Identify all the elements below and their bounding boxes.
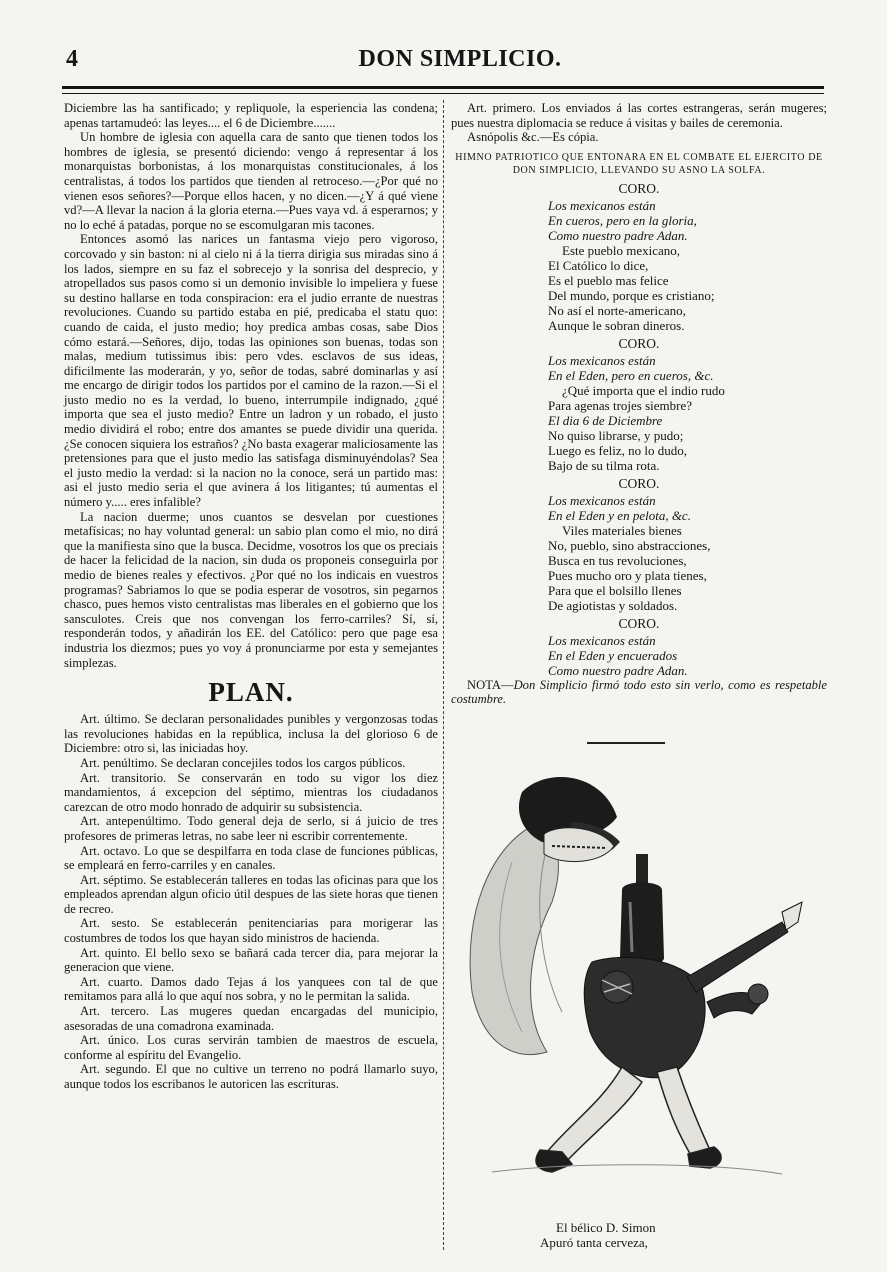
article-label: Art. tercero. (80, 1004, 150, 1019)
verse-line: En el Eden y en pelota, &c. (548, 507, 691, 523)
article (64, 771, 438, 815)
article (64, 1062, 438, 1091)
header-rule-thin (62, 93, 824, 94)
verse-line: Pues mucho oro y plata tienes, (548, 567, 707, 583)
verse-line: Los mexicanos están (548, 492, 656, 508)
verse-line: Bajo de su tilma rota. (548, 457, 660, 473)
verse-line: Para agenas trojes siembre? (548, 397, 693, 413)
header-rule-thick (62, 86, 824, 89)
caption-line: El bélico D. Simon (556, 1220, 656, 1235)
article-text: Se establecerán talleres en todas las oficinas para que los empleados aprendan algun oficio útil despues de las siete horas que tienen de recreo. (64, 872, 438, 916)
article (64, 814, 438, 843)
article-label: Art. último. (80, 712, 141, 727)
article-text: Se conservarán en todo su vigor los diez mandamientos, á excepcion del séptimo, mientras los ciudadanos carezcan de otro modo honrado de adquirir su subsistencia. (64, 770, 439, 814)
verse-line: El dia 6 de Diciembre (548, 412, 663, 428)
article-label: Art. octavo. (80, 843, 141, 858)
verse-line: Los mexicanos están (548, 632, 656, 648)
article (64, 1004, 438, 1033)
legs (536, 1067, 721, 1172)
stanza (548, 243, 827, 333)
verse-line: No así el norte-americano, (548, 302, 686, 318)
verse-line: Como nuestro padre Adan. (548, 662, 688, 678)
asnopolis-line: Asnópolis &c.—Es cópia. (467, 130, 599, 145)
verse-line: No quiso librarse, y pudo; (548, 427, 684, 443)
article (64, 873, 438, 917)
article (64, 946, 438, 975)
paragraph: Diciembre las ha santificado; y repliquole, la esperiencia las condena; apenas tartamudeó: las leyes.... el 6 de Diciembre....... (64, 101, 438, 130)
body-uniform (584, 957, 705, 1077)
article (64, 916, 438, 945)
article-text: El bello sexo se bañará cada tercer dia, para mejorar la generacion que viene. (64, 945, 438, 975)
coro-verse (548, 493, 827, 523)
article-label: Art. quinto. (80, 945, 141, 960)
caricature-illustration (452, 762, 812, 1202)
paragraph: Un hombre de iglesia con aquella cara de santo que tienen todos los hombres de iglesia, se presentó diciendo: vengo á representar á los monarquistas borbonistas, á los monarquistas constitucionales, á los centralistas, á todos los partidos que tienden al retroceso.—¿Por qué no vienen esos señores?—Porque ellos hacen, y no dicen.—¿Y á qué viene vd?—A llevar la nacion á la gloria eterna.—Pues vaya vd. á esperarnos; y no lo eché á patadas, porque no se escomulgaran mis tacones. (64, 130, 438, 232)
stanza (548, 523, 827, 613)
raised-arm (687, 902, 802, 992)
verse-line: Este pueblo mexicano, (562, 242, 681, 258)
illustration-caption (540, 1220, 740, 1250)
article-text: Las mugeres quedan encargadas del municipio, asesoradas de una comadrona examinada. (64, 1004, 438, 1033)
verse-line: En cueros, pero en la gloria, (548, 212, 697, 228)
article-label: Art. cuarto. (80, 974, 143, 989)
article-text: Los enviados á las cortes estrangeras, serán mugeres; pues nuestra diplomacia se reduce á visitas y bailes de ceremonia. (451, 101, 827, 130)
article-label: Art. segundo. (80, 1062, 151, 1077)
nota (451, 678, 827, 707)
verse-line: En el Eden, pero en cueros, &c. (548, 367, 714, 383)
article-label: Art. séptimo. (80, 872, 147, 887)
plan-title: PLAN. (208, 677, 294, 708)
article (64, 1033, 438, 1062)
article-label: Art. único. (80, 1033, 140, 1048)
article-label: Art. antepenúltimo. (80, 814, 182, 829)
masthead-title: DON SIMPLICIO. (358, 46, 562, 72)
nota-text: Don Simplicio firmó todo esto sin verlo, como es respetable costumbre. (451, 677, 827, 707)
coro-verse (548, 198, 827, 243)
section-rule (587, 742, 665, 744)
article-text: Lo que se despilfarra en toda clase de funciones públicas, se empleará en ferro-carriles y en canales. (64, 843, 439, 873)
article-text: Damos dado Tejas á los yanquees con tal de que remitamos para allá lo que aquí nos sobra, y no le permitan la salida. (64, 974, 438, 1004)
verse-line: Como nuestro padre Adan. (548, 227, 688, 243)
coro-label: CORO. (618, 180, 660, 196)
article-label: Art. sesto. (80, 916, 140, 931)
verse-line: No, pueblo, sino abstracciones, (548, 537, 711, 553)
verse-line: Aunque le sobran dineros. (548, 317, 685, 333)
coro-label: CORO. (618, 335, 660, 351)
coro-verse (548, 353, 827, 383)
article (451, 101, 827, 130)
verse-line: Busca en tus revoluciones, (548, 552, 687, 568)
article-text: El que no cultive un terreno no podrá llamarlo suyo, aunque todos los escribanos le autoricen las escrituras. (64, 1062, 438, 1091)
verse-line: En el Eden y encuerados (548, 647, 678, 663)
left-column (64, 101, 438, 1092)
article-text: Se establecerán penitenciarias para morigerar las costumbres de todos los que hayan sido ministros de hacienda. (64, 916, 438, 946)
verse-line: Los mexicanos están (548, 197, 656, 213)
nota-label: NOTA— (467, 677, 514, 692)
article (64, 844, 438, 873)
verse-line: Del mundo, porque es cristiano; (548, 287, 715, 303)
bottle (620, 854, 664, 966)
verse-line: Los mexicanos están (548, 352, 656, 368)
verse-line: El Católico lo dice, (548, 257, 649, 273)
article-text: Todo general deja de serlo, si á juicio de tres profesores de primeras letras, no sabe leer ni escribir correntemente. (64, 814, 439, 843)
coro-label: CORO. (618, 615, 660, 631)
article-text: Se declaran personalidades punibles y vergonzosas todas las revoluciones habidas en la república, inclusa la del glorioso 6 de Diciembre: otro si, las iniciadas hoy. (64, 712, 439, 756)
column-divider (443, 100, 444, 1250)
article (64, 756, 438, 771)
verse-line: Luego es feliz, no lo dudo, (548, 442, 687, 458)
coro-verse (548, 633, 827, 678)
article-text: Los curas servirán tambien de maestros de escuela, conforme al espíritu del Evangelio. (64, 1033, 439, 1062)
sword-arm (707, 984, 768, 1018)
paragraph: La nacion duerme; unos cuantos se desvelan por cuestiones metafísicas; no hay voluntad general: un sabio plan como el mio, no dirá que la manifiesta sino que la busca. Decidme, vosotros los que os preciais de hacer la felicidad de la nacion, sin duda os proponeis conseguirla por medio de bienes reales y efectivos. ¿Por qué no los indicais en vuestros programas? Sabriamos lo que se podia esperar de vosotros, sin pegarnos chasco, pues hemos visto centralistas mas liberales en el gobierno que los sansculotes. Creis que nos convengan los ferro-carriles? Sí, sí, responderán todos, y añadirán los EE. del Católico: pero que page esa industria los diezmos; pues yo voy á pronunciarme por esta y semejantes simplezas. (64, 509, 438, 670)
article-label: Art. transitorio. (80, 770, 167, 785)
article-text: Se declaran concejiles todos los cargos públicos. (160, 755, 406, 770)
article-label: Art. penúltimo. (80, 755, 158, 770)
verse-line: Es el pueblo mas felice (548, 272, 669, 288)
right-column (451, 101, 827, 707)
verse-line: Para que el bolsillo llenes (548, 582, 682, 598)
stanza (548, 383, 827, 473)
verse-line: Viles materiales bienes (562, 522, 682, 538)
ground-shadow (492, 1165, 782, 1174)
verse-line: De agiotistas y soldados. (548, 597, 678, 613)
page-number: 4 (66, 46, 78, 72)
caption-line: Apuró tanta cerveza, (540, 1235, 648, 1250)
coro-label: CORO. (618, 475, 660, 491)
article (64, 975, 438, 1004)
article (64, 712, 438, 756)
verse-line: ¿Qué importa que el indio rudo (562, 382, 725, 398)
article-label: Art. primero. (467, 101, 536, 115)
hymn-heading: HIMNO PATRIOTICO QUE ENTONARA EN EL COMBATE EL EJERCITO DE DON SIMPLICIO, LLEVANDO SU ASNO LA SOLFA. (455, 151, 823, 176)
paragraph: Entonces asomó las narices un fantasma viejo pero vigoroso, corcovado y sin baston: ni al cielo ni á la tierra dirigia sus miradas sino á los lados, siempre en su faz el sobrecejo y la sonrisa del desprecio, y atropellados sus pasos como si un demonio invisible lo impeliera y fuese su destino hallarse en toda conspiracion: era el judio errante de nuestras revoluciones. Cuando su partido estaba en pié, predicaba el statu quo: cuando de caida, el justo medio; hoy predica ambas cosas, sabe Dios cómo estará.—Señores, dijo, todas las opiniones son buenas, todas son malas, medium tutissimus ibis: pero vdes. esclavos de sus ideas, dificilmente las moderarán, y yo, señor de todas, sabré dominarlas y así me encargo de dirigir todos los partidos por el camino de la razon.—Si el justo medio no es la verdad, lo bueno, interrumpile indignado, ¿qué importa que sea el justo medio? Entre un ladron y un robado, el justo medio dividirá el robo; entre dos amantes se puede dividir una querida. ¿Se conocen siquiera los estraños? ¿No basta exagerar maliciosamente las pretensiones para que el justo medio las satisfaga disminuyéndolas? Sea el justo medio la verdad: si la nacion no la conoce, será un partido mas: asi el justo medio seria el que avinera á los litigantes; tú aumentas el número y..... eres infalible? (64, 232, 438, 510)
